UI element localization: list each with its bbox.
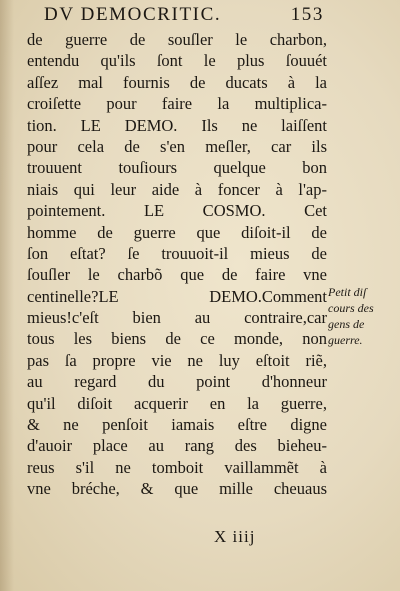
text-line: & ne penſoit iamais eſtre digne <box>27 415 327 435</box>
marginal-note-line: guerre. <box>328 333 363 347</box>
running-head-title: DV DEMOCRITIC. <box>44 4 222 25</box>
signature-mark: X iiij <box>214 527 256 546</box>
text-line: tion. LE DEMO. Ils ne laiſſent <box>27 115 327 135</box>
text-line: pas ſa propre vie ne luy eſtoit riẽ, <box>27 350 327 370</box>
text-line: d'auoir place au rang des bieheu- <box>27 436 327 456</box>
body-text <box>27 29 327 500</box>
marginal-note-line: Petit diſ <box>328 285 367 299</box>
text-line: ſon eſtat? ſe trouuoit-il mieus de <box>27 243 327 263</box>
text-line: qu'il diſoit acquerir en la guerre, <box>27 393 327 413</box>
text-line: reus s'il ne tomboit vaillammẽt à <box>27 457 327 477</box>
text-line: homme de guerre que diſoit-il de <box>27 222 327 242</box>
text-line: trouuent touſiours quelque bon <box>27 158 327 178</box>
text-line: vne bréche, & que mille cheuaus <box>27 479 327 499</box>
text-line: aſſez mal fournis de ducats à la <box>27 72 327 92</box>
text-line: ſouſler le charbõ que de faire vne <box>27 265 327 285</box>
running-head <box>44 4 324 28</box>
text-line: mieus!c'eſt bien au contraire,car <box>27 308 327 328</box>
text-line: niais qui leur aide à foncer à l'ap- <box>27 179 327 199</box>
text-line: entendu qu'ils ſont le plus ſouuét <box>27 51 327 71</box>
text-line: croiſette pour faire la multiplica- <box>27 94 327 114</box>
text-line: tous les biens de ce monde, non <box>27 329 327 349</box>
marginal-note-line: gens de <box>328 317 365 331</box>
text-line: centinelle?LE DEMO.Comment <box>27 286 327 306</box>
text-line: de guerre de souſler le charbon, <box>27 30 327 49</box>
text-line: pour cela de s'en meſler, car ils <box>27 136 327 156</box>
text-line: pointement. LE COSMO. Cet <box>27 201 327 221</box>
page-number: 153 <box>290 4 324 25</box>
text-line: au regard du point d'honneur <box>27 372 327 392</box>
marginal-note <box>328 284 394 348</box>
marginal-note-line: cours des <box>328 301 374 315</box>
